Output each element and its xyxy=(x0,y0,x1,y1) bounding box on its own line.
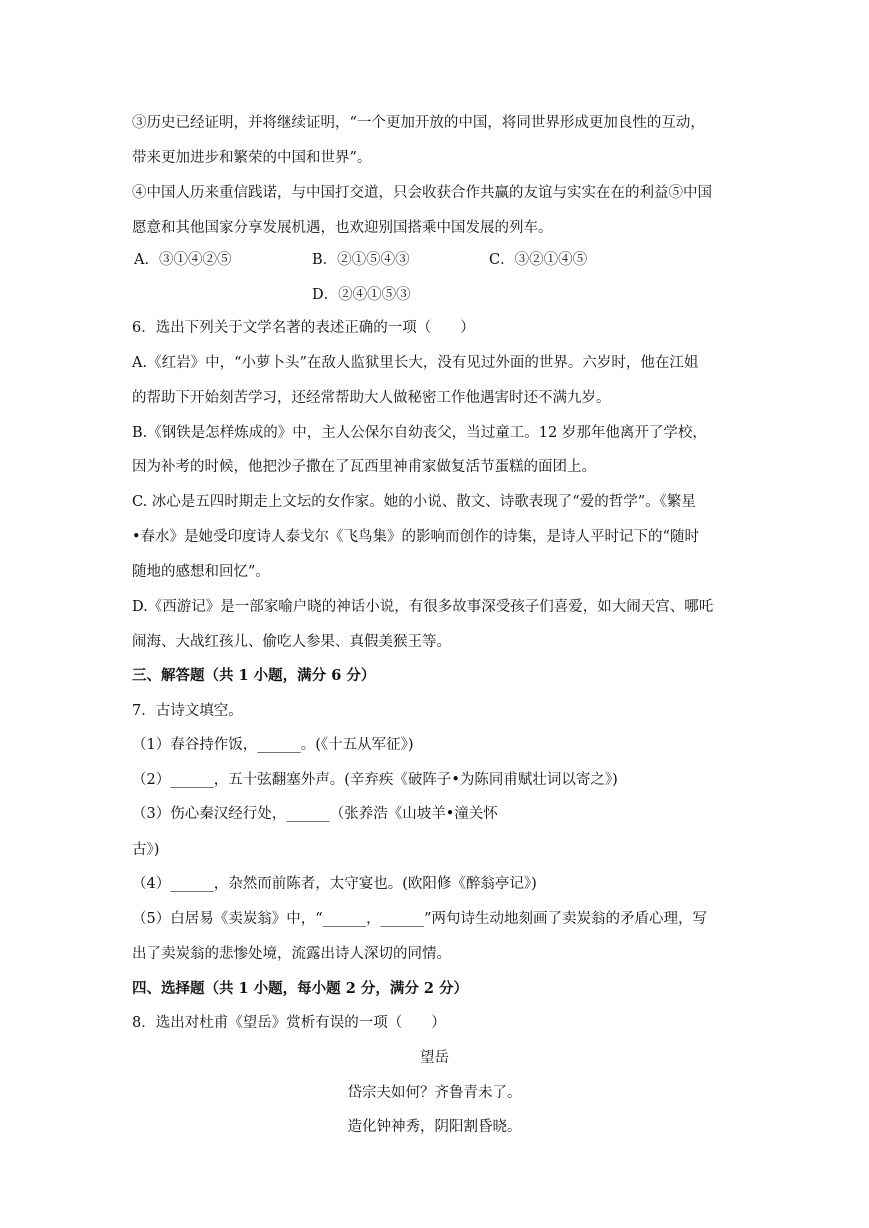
section-heading: 三、解答题（共 1 小题，满分 6 分） xyxy=(132,667,376,684)
option-a: A．③①④②⑤ xyxy=(134,252,232,268)
fill-blank-item: 出了卖炭翁的悲惨处境，流露出诗人深切的同情。 xyxy=(132,946,451,962)
q6-option-a-line: A.《红岩》中，“小萝卜头”在敌人监狱里长大，没有见过外面的世界。六岁时，他在江姐 xyxy=(132,355,699,371)
poem-line: 岱宗夫如何？齐鲁青未了。 xyxy=(347,1085,522,1101)
fill-blank-item: （5）白居易《卖炭翁》中，“______，______”两句诗生动地刻画了卖炭翁的矛盾心理，写 xyxy=(132,911,708,927)
q6-option-c-line: •春水》是她受印度诗人泰戈尔《飞鸟集》的影响而创作的诗集，是诗人平时记下的“随时 xyxy=(132,529,699,545)
fill-blank-item: （1）春谷持作饭，______。(《十五从军征》) xyxy=(132,737,414,753)
option-c: C．③②①④⑤ xyxy=(489,252,588,268)
option-d: D．②④①⑤③ xyxy=(312,287,411,303)
q6-option-b-line: 因为补考的时候，他把沙子撒在了瓦西里神甫家做复活节蛋糕的面团上。 xyxy=(132,459,596,475)
question-6-stem: 6．选出下列关于文学名著的表述正确的一项（ ） xyxy=(132,320,475,336)
q6-option-b-line: B.《钢铁是怎样炼成的》中，主人公保尔自幼丧父，当过童工。12 岁那年他离开了学校， xyxy=(132,425,707,441)
question-7-stem: 7．古诗文填空。 xyxy=(132,703,243,719)
q6-option-a-line: 的帮助下开始刻苦学习，还经常帮助大人做秘密工作他遇害时还不满九岁。 xyxy=(132,390,611,406)
text-line: 带来更加进步和繁荣的中国和世界”。 xyxy=(132,150,372,166)
fill-blank-item: （2）______，五十弦翻塞外声。(辛弃疾《破阵子•为陈同甫赋壮词以寄之》) xyxy=(132,772,618,788)
text-line: 愿意和其他国家分享发展机遇，也欢迎别国搭乘中国发展的列车。 xyxy=(132,220,553,236)
text-line: ④中国人历来重信践诺，与中国打交道，只会收获合作共赢的友谊与实实在在的利益⑤中国 xyxy=(132,185,712,201)
q6-option-d-line: D.《西游记》是一部家喻户晓的神话小说，有很多故事深受孩子们喜爱，如大闹天宫、哪吒 xyxy=(132,599,714,615)
fill-blank-item: （4）______，杂然而前陈者，太守宴也。(欧阳修《醉翁亭记》) xyxy=(132,876,537,892)
fill-blank-item: 古》) xyxy=(132,842,160,858)
poem-title: 望岳 xyxy=(420,1050,449,1066)
q6-option-c-line: 随地的感想和回忆”。 xyxy=(132,564,270,580)
poem-line: 造化钟神秀，阴阳割昏晓。 xyxy=(347,1119,522,1135)
option-b: B．②①⑤④③ xyxy=(312,252,410,268)
q6-option-c-line: C. 冰心是五四时期走上文坛的女作家。她的小说、散文、诗歌表现了“爱的哲学”。《繁星 xyxy=(132,494,696,510)
fill-blank-item: （3）伤心秦汉经行处，______（张养浩《山坡羊•潼关怀 xyxy=(132,806,498,822)
question-8-stem: 8．选出对杜甫《望岳》赏析有误的一项（ ） xyxy=(132,1015,446,1031)
q6-option-d-line: 闹海、大战红孩儿、偷吃人参果、真假美猴王等。 xyxy=(132,634,451,650)
section-heading: 四、选择题（共 1 小题，每小题 2 分，满分 2 分） xyxy=(132,980,469,997)
text-line: ③历史已经证明，并将继续证明，“一个更加开放的中国，将同世界形成更加良性的互动， xyxy=(132,115,705,131)
